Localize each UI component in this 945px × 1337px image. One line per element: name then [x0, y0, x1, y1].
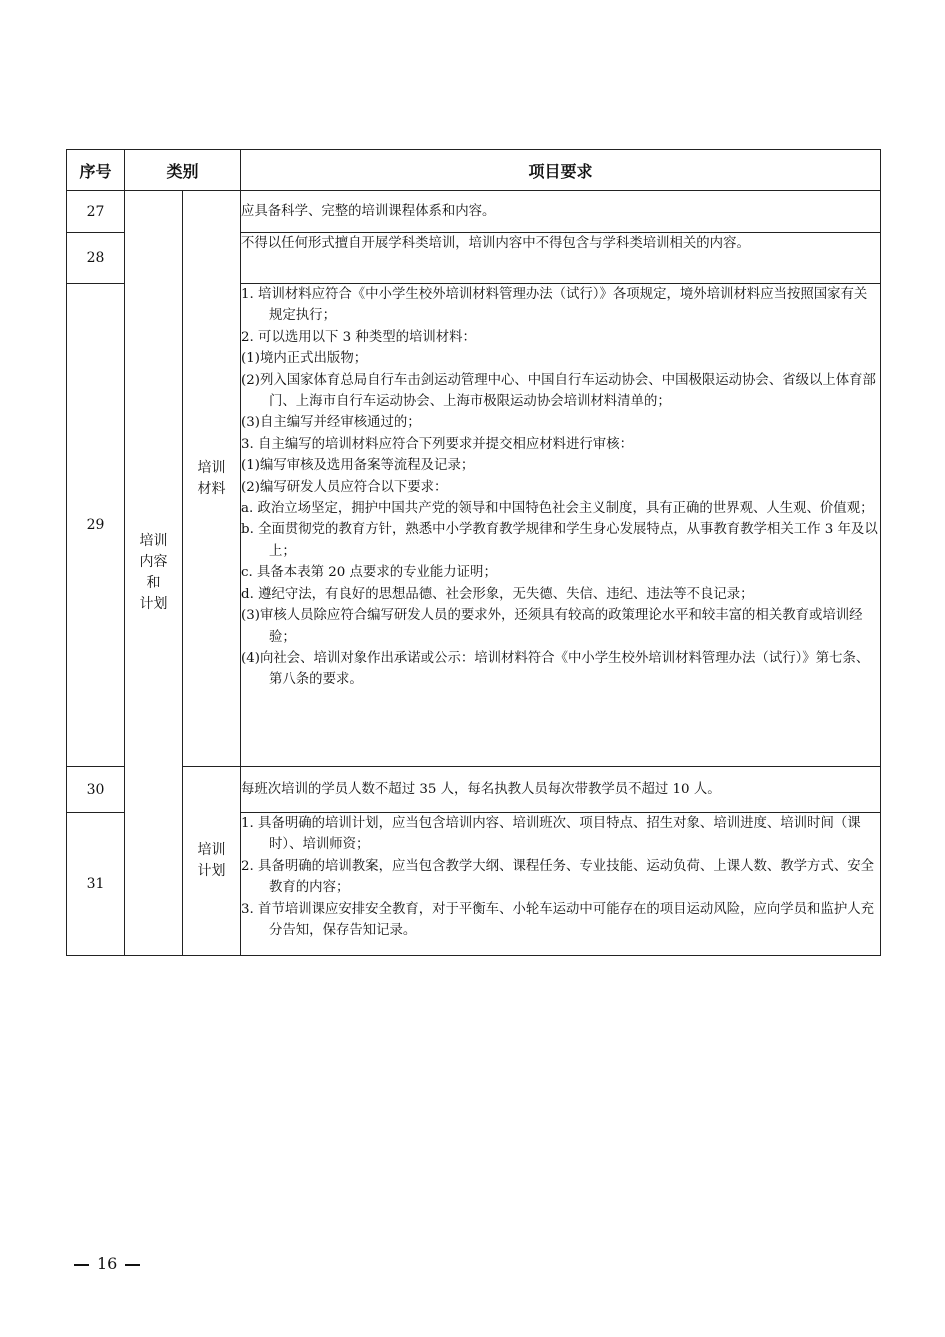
- subcategory-plan-cell: [183, 767, 241, 956]
- requirement-line: 2. 具备明确的培训教案，应当包含教学大纲、课程任务、专业技能、运动负荷、上课人数、教学方式、安全教育的内容；: [241, 858, 875, 896]
- category-text: 和: [146, 575, 161, 591]
- requirement-line: a. 政治立场坚定，拥护中国共产党的领导和中国特色社会主义制度，具有正确的世界观、人生观、价值观；: [241, 501, 874, 517]
- category-text: 培训: [197, 842, 226, 858]
- requirement-line: d. 遵纪守法，有良好的思想品德、社会形象，无失德、失信、违纪、违法等不良记录；: [241, 586, 754, 602]
- requirement-line: b. 全面贯彻党的教育方针，熟悉中小学教育教学规律和学生身心发展特点，从事教育教学相关工作 3 年及以上；: [241, 522, 878, 559]
- header-index: 序号: [67, 150, 125, 191]
- requirement-line: 1. 具备明确的培训计划，应当包含培训内容、培训班次、项目特点、招生对象、培训进度、培训时间（课时）、培训师资；: [241, 816, 861, 853]
- requirement-line: 2. 可以选用以下 3 种类型的培训材料：: [241, 329, 476, 345]
- requirement-line: (4)向社会、培训对象作出承诺或公示：培训材料符合《中小学生校外培训材料管理办法（试行）》第七条、第八条的要求。: [241, 650, 870, 688]
- row-number: 30: [67, 767, 125, 813]
- requirements-table: [66, 149, 881, 956]
- requirement-cell: [241, 233, 881, 284]
- requirement-line: c. 具备本表第 20 点要求的专业能力证明；: [241, 565, 497, 581]
- requirement-line: 每班次培训的学员人数不超过 35 人，每名执教人员每次带教学员不超过 10 人。: [241, 781, 721, 797]
- requirement-line: (1)编写审核及选用备案等流程及记录；: [241, 458, 475, 474]
- table-row: [67, 767, 881, 813]
- subcategory-material-cell: [183, 191, 241, 767]
- requirement-line: (3)自主编写并经审核通过的；: [241, 415, 421, 431]
- requirement-cell: [241, 813, 881, 956]
- dash-left: [74, 1264, 89, 1266]
- category-text: 材料: [197, 480, 226, 497]
- requirement-line: (2)列入国家体育总局自行车击剑运动管理中心、中国自行车运动协会、中国极限运动协会、省级以上体育部门、上海市自行车运动协会、上海市极限运动协会培训材料清单的；: [241, 372, 876, 410]
- requirement-cell: [241, 191, 881, 233]
- requirement-line: 1. 培训材料应符合《中小学生校外培训材料管理办法（试行）》各项规定，境外培训材料应当按照国家有关规定执行；: [241, 287, 868, 324]
- header-category: 类别: [125, 150, 241, 191]
- table-row: [67, 191, 881, 233]
- requirement-line: 3. 首节培训课应安排安全教育，对于平衡车、小轮车运动中可能存在的项目运动风险，应向学员和监护人充分告知，保存告知记录。: [241, 901, 875, 939]
- requirement-line: (1)境内正式出版物；: [241, 351, 368, 367]
- page-number: 16: [97, 1254, 118, 1273]
- page-footer: [66, 1254, 148, 1273]
- requirement-line: (3)审核人员除应符合编写研发人员的要求外，还须具有较高的政策理论水平和较丰富的相关教育或培训经验；: [241, 608, 863, 645]
- requirement-line: 应具备科学、完整的培训课程体系和内容。: [241, 203, 496, 219]
- header-requirement: 项目要求: [241, 150, 881, 191]
- requirement-cell: [241, 767, 881, 813]
- row-number: 27: [67, 191, 125, 233]
- category-text: 培训: [197, 459, 226, 476]
- requirement-line: 不得以任何形式擅自开展学科类培训，培训内容中不得包含与学科类培训相关的内容。: [241, 236, 750, 251]
- category-text: 计划: [139, 596, 168, 612]
- requirement-cell: [241, 284, 881, 767]
- table-header-row: [67, 150, 881, 191]
- dash-right: [125, 1264, 140, 1266]
- row-number: 31: [67, 813, 125, 956]
- row-number: 29: [67, 284, 125, 767]
- group-category-cell: [125, 191, 183, 956]
- category-text: 内容: [139, 554, 168, 570]
- category-text: 培训: [139, 533, 168, 549]
- category-text: 计划: [197, 863, 226, 879]
- requirement-line: 3. 自主编写的培训材料应符合下列要求并提交相应材料进行审核：: [241, 436, 633, 452]
- requirement-line: (2)编写研发人员应符合以下要求：: [241, 479, 448, 495]
- row-number: 28: [67, 233, 125, 284]
